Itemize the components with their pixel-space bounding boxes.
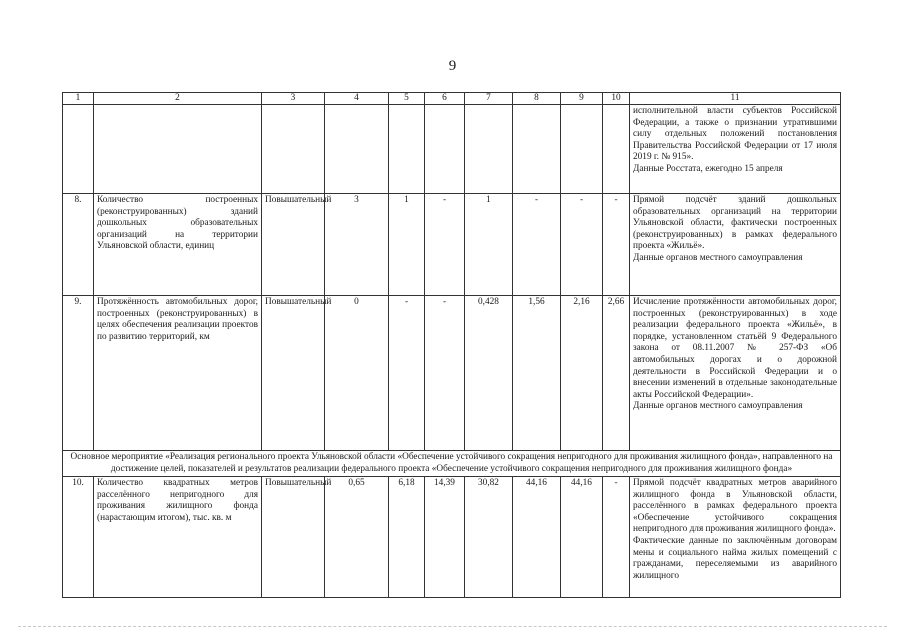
row-number: 8. [63,194,94,296]
value-cell [389,105,425,194]
value-cell: - [425,194,465,296]
header-cell: 11 [630,93,841,105]
row-number: 10. [63,477,94,598]
value-cell: 1 [389,194,425,296]
table-row [63,296,841,451]
data-source: Данные органов местного самоуправления [633,401,803,412]
value-cell: - [513,194,561,296]
indicators-table [62,92,841,598]
indicator-name: Количество построенных (реконструированных) зданий дошкольных образовательных организаций на территории Ульяновской области, единиц [94,194,262,296]
indicator-type: Повышательный [262,296,325,451]
value-cell [425,105,465,194]
method-description [630,194,841,296]
table-row [63,194,841,296]
header-cell: 7 [465,93,513,105]
indicator-name [94,105,262,194]
header-cell: 1 [63,93,94,105]
table-row [63,105,841,194]
indicator-name: Количество квадратных метров расселённого непригодного для проживания жилищного фонда (нарастающим итогом), тыс. кв. м [94,477,262,598]
header-cell: 9 [561,93,603,105]
data-source: Данные органов местного самоуправления [633,252,803,263]
table-row [63,477,841,598]
indicator-name: Протяжённость автомобильных дорог, построенных (реконструированных) в целях обеспечения реализации проектов по развитию территорий, км [94,296,262,451]
value-cell: 6,18 [389,477,425,598]
value-cell [603,105,630,194]
value-cell: 14,39 [425,477,465,598]
value-cell: 0,65 [325,477,389,598]
value-cell: - [603,194,630,296]
scan-footer-line [18,626,887,628]
header-cell: 10 [603,93,630,105]
value-cell [513,105,561,194]
description-paragraph: Прямой подсчёт зданий дошкольных образовательных организаций на территории Ульяновской области, фактически построенных (реконструированных) в рамках федерального проекта «Жильё». [633,195,837,252]
value-cell: 30,82 [465,477,513,598]
value-cell [325,105,389,194]
row-number: 9. [63,296,94,451]
value-cell: - [603,477,630,598]
value-cell [465,105,513,194]
value-cell: 0 [325,296,389,451]
value-cell: 44,16 [513,477,561,598]
header-cell: 8 [513,93,561,105]
description-paragraph: Исчисление протяжённости автомобильных дорог, построенных (реконструированных) в ходе реализации федерального проекта «Жильё», в порядке, установленном статьёй 9 Федерального закона от 08.11.2007 № 257-ФЗ «Об автомобильных дорогах и о дорожной деятельности в Российской Федерации и о внесении изменений в отдельные законодательные акты Российской Федерации». [633,297,837,400]
value-cell: - [389,296,425,451]
indicator-type: Повышательный [262,477,325,598]
value-cell: 1 [465,194,513,296]
description-paragraph: Фактические данные по заключённым договорам мены и социального найма жилых помещений с гражданами, переселяемыми из аварийного жилищного [633,535,837,581]
indicator-type: Повышательный [262,194,325,296]
table-header-row [63,93,841,105]
description-paragraph: исполнительной власти субъектов Российской Федерации, а также о признании утратившими силу отдельных положений постановления Правительства Российской Федерации от 17 июля 2019 г. № 915». [633,106,837,163]
value-cell: 1,56 [513,296,561,451]
value-cell: 0,428 [465,296,513,451]
header-cell: 6 [425,93,465,105]
header-cell: 2 [94,93,262,105]
page-number: 9 [448,58,457,74]
header-cell: 5 [389,93,425,105]
indicator-type [262,105,325,194]
method-description [630,477,841,598]
value-cell: 2,66 [603,296,630,451]
section-heading-row [63,451,841,477]
header-cell: 3 [262,93,325,105]
method-description [630,296,841,451]
header-cell: 4 [325,93,389,105]
row-number [63,105,94,194]
value-cell: 2,16 [561,296,603,451]
value-cell [561,105,603,194]
value-cell: 3 [325,194,389,296]
data-source: Данные Росстата, ежегодно 15 апреля [633,163,783,174]
description-paragraph: Прямой подсчёт квадратных метров аварийного жилищного фонда в Ульяновской области, расселённого в рамках федерального проекта «Обеспечение устойчивого сокращения непригодного для проживания жилищного фонда». [633,478,837,535]
value-cell: 44,16 [561,477,603,598]
section-title: Основное мероприятие «Реализация регионального проекта Ульяновской области «Обеспечение устойчивого сокращения непригодного для проживания жилищного фонда», направленного на достижение целей, показателей и результатов реализации федерального проекта «Обеспечение устойчивого сокращения непригодного для проживания жилищного фонда» [63,451,841,477]
method-description [630,105,841,194]
value-cell: - [425,296,465,451]
value-cell: - [561,194,603,296]
